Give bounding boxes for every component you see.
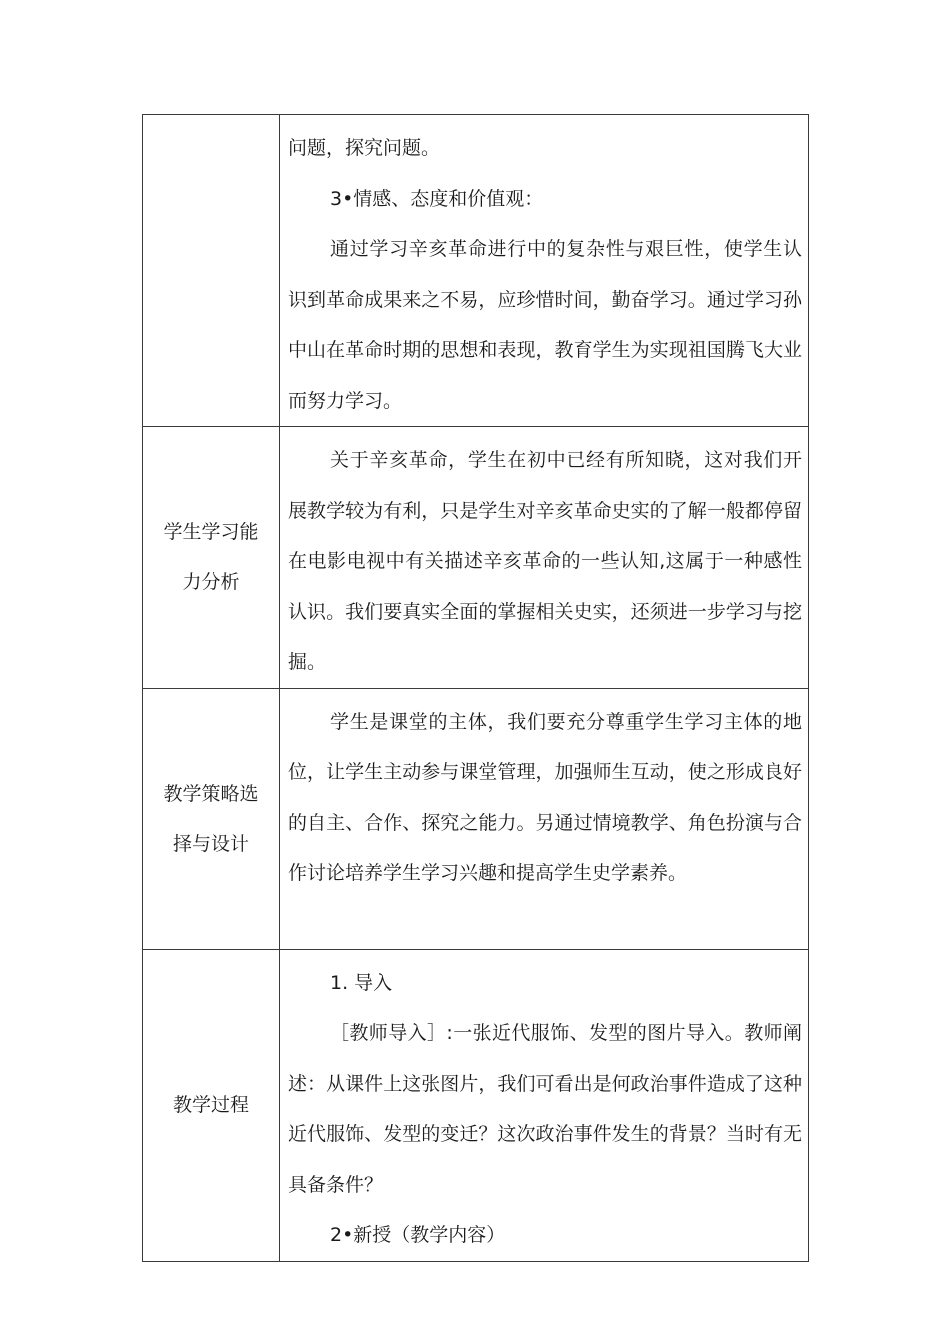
paragraph: 问题，探究问题。 xyxy=(288,137,441,159)
paragraph: 3•情感、态度和价值观： xyxy=(330,187,544,210)
row-content xyxy=(280,688,809,949)
row-content xyxy=(280,115,809,427)
paragraph: ［教师导入］:一张近代服饰、发型的图片导入。教师阐述：从课件上这张图片，我们可看出是何政治事件造成了这种近代服饰、发型的变迁？这次政治事件发生的背景？当时有无具备条件？ xyxy=(288,1022,802,1196)
paragraph: 1. 导入 xyxy=(330,971,393,994)
row-content xyxy=(280,949,809,1261)
row-label: 教学过程 xyxy=(143,949,280,1261)
paragraph: 学生是课堂的主体，我们要充分尊重学生学习主体的地位，让学生主动参与课堂管理，加强师生互动，使之形成良好的自主、合作、探究之能力。另通过情境教学、角色扮演与合作讨论培养学生学习兴趣和提高学生史学素养。 xyxy=(288,710,802,884)
table-row xyxy=(143,688,809,949)
paragraph: 通过学习辛亥革命进行中的复杂性与艰巨性，使学生认识到革命成果来之不易，应珍惜时间，勤奋学习。通过学习孙中山在革命时期的思想和表现，教育学生为实现祖国腾飞大业而努力学习。 xyxy=(288,238,802,412)
row-content xyxy=(280,427,809,689)
table-row xyxy=(143,949,809,1261)
paragraph: 关于辛亥革命，学生在初中已经有所知晓，这对我们开展教学较为有利，只是学生对辛亥革命史实的了解一般都停留在电影电视中有关描述辛亥革命的一些认知,这属于一种感性认识。我们要真实全面的掌握相关史实，还须进一步学习与挖掘。 xyxy=(288,449,802,673)
table-row xyxy=(143,115,809,427)
lesson-plan-table xyxy=(142,114,809,1262)
row-label: 学生学习能力分析 xyxy=(143,427,280,689)
table-row xyxy=(143,427,809,689)
row-label: 教学策略选择与设计 xyxy=(143,688,280,949)
row-label xyxy=(143,115,280,427)
paragraph: 2•新授（教学内容） xyxy=(330,1224,506,1246)
